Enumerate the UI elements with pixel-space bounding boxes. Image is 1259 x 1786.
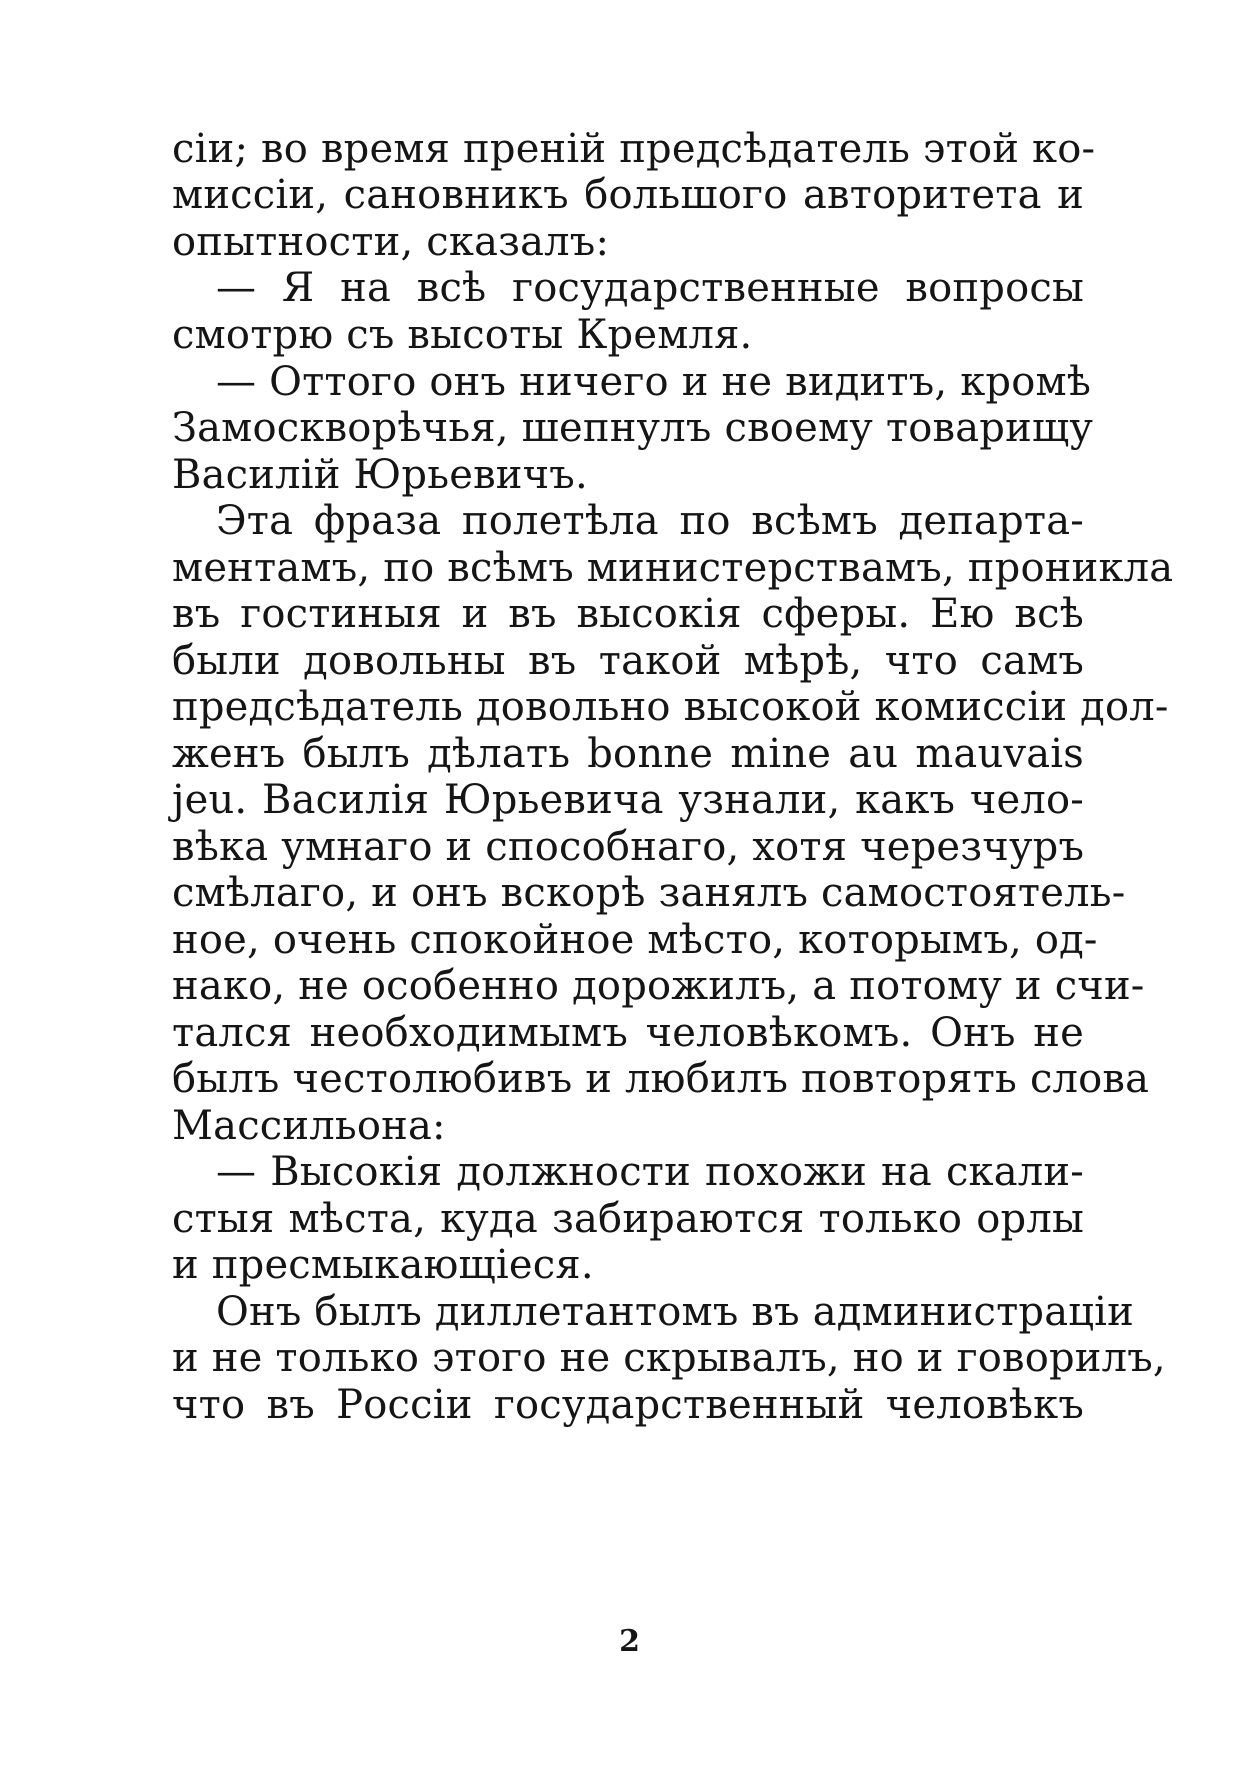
text-line: опытности, сказалъ: — [172, 219, 610, 265]
text-line: смотрю съ высоты Кремля. — [172, 312, 753, 358]
text-line: миссіи, сановникъ большого авторитета и — [172, 172, 1084, 218]
text-line: Онъ былъ диллетантомъ въ администраціи — [216, 1289, 1135, 1335]
text-line: Замоскворѣчья, шепнулъ своему товарищу — [172, 405, 1094, 451]
text-line: Василій Юрьевичъ. — [172, 452, 588, 498]
text-line: Массильона: — [172, 1103, 446, 1149]
text-line: женъ былъ дѣлать bonne mine au mauvais — [172, 731, 1084, 777]
text-line: вѣка умнаго и способнаго, хотя черезчуръ — [172, 824, 1085, 870]
text-line: ное, очень спокойное мѣсто, которымъ, од- — [172, 917, 1098, 963]
text-line: предсѣдатель довольно высокой комиссіи дол- — [172, 684, 1169, 730]
text-line: стыя мѣста, куда забираются только орлы — [172, 1196, 1084, 1242]
text-line: былъ честолюбивъ и любилъ повторять слова — [172, 1056, 1150, 1102]
text-line: что въ Россіи государственный человѣкъ — [172, 1382, 1084, 1428]
text-line: тался необходимымъ человѣкомъ. Онъ не — [172, 1010, 1084, 1056]
text-line: — Высокія должности похожи на скали- — [216, 1149, 1084, 1195]
text-line: нако, не особенно дорожилъ, а потому и счи- — [172, 963, 1145, 1009]
text-line: — Я на всѣ государственные вопросы — [216, 265, 1084, 311]
text-line: и пресмыкающіеся. — [172, 1242, 594, 1288]
text-line: ментамъ, по всѣмъ министерствамъ, проникла — [172, 545, 1174, 591]
text-line: въ гостиныя и въ высокія сферы. Ею всѣ — [172, 591, 1084, 637]
text-line: Эта фраза полетѣла по всѣмъ департа- — [216, 498, 1084, 544]
text-line: смѣлаго, и онъ вскорѣ занялъ самостоятель- — [172, 870, 1126, 916]
text-line: и не только этого не скрывалъ, но и говорилъ, — [172, 1335, 1166, 1381]
text-line: были довольны въ такой мѣрѣ, что самъ — [172, 638, 1084, 684]
text-line: сіи; во время преній предсѣдатель этой ко- — [172, 126, 1096, 172]
page-number: 2 — [619, 1624, 640, 1659]
text-line: — Оттого онъ ничего и не видитъ, кромѣ — [216, 359, 1092, 405]
text-line: jeu. Василія Юрьевича узнали, какъ чело- — [172, 777, 1084, 823]
